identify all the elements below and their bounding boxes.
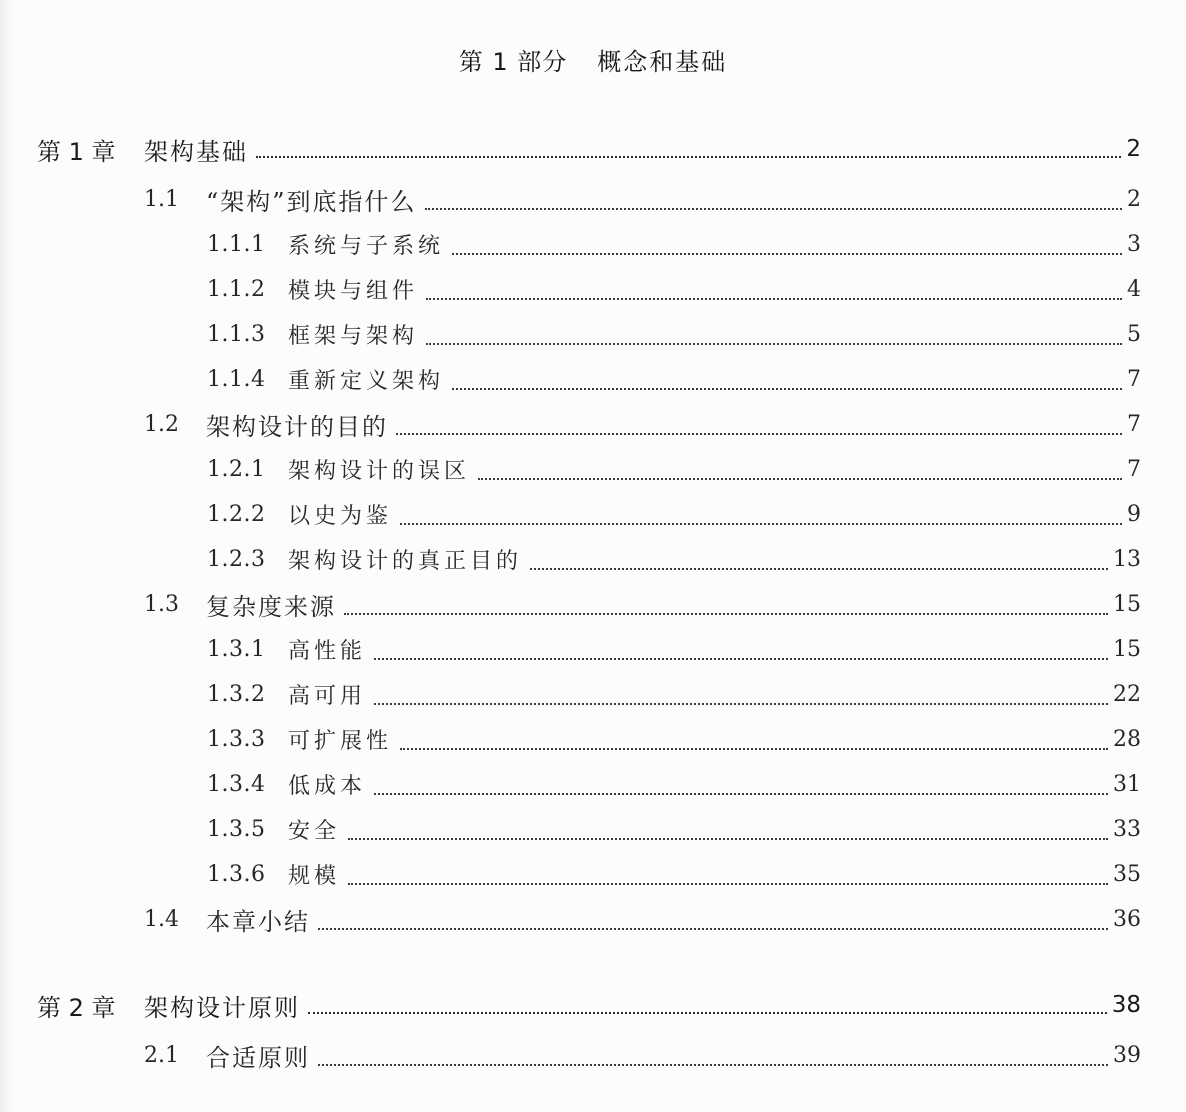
page-number: 7 <box>1127 412 1141 437</box>
toc-subsection-1-3-5 <box>0 807 1186 852</box>
subsection-number: 1.2.1 <box>207 457 266 482</box>
subsection-number: 1.2.3 <box>207 547 266 572</box>
part-title <box>0 44 1186 80</box>
subsection-title: 重新定义架构 <box>288 369 445 394</box>
dot-leader <box>396 433 1122 435</box>
toc-subsection-1-1-3 <box>0 312 1186 357</box>
section-title: “架构”到底指什么 <box>206 188 417 216</box>
dot-leader <box>318 1064 1108 1066</box>
page-number: 15 <box>1113 592 1141 617</box>
dot-leader <box>452 388 1122 390</box>
page-number: 3 <box>1127 232 1141 257</box>
subsection-number: 1.3.3 <box>207 727 266 752</box>
page-number: 7 <box>1127 367 1141 392</box>
subsection-number: 1.1.2 <box>207 277 266 302</box>
subsection-title: 低成本 <box>288 774 367 799</box>
section-title: 合适原则 <box>206 1044 310 1072</box>
section-number: 1.3 <box>144 592 179 617</box>
toc-subsection-1-2-1 <box>0 447 1186 492</box>
page-number: 15 <box>1113 637 1141 662</box>
toc-chapter-2 <box>0 977 1186 1033</box>
section-number: 1.1 <box>144 187 179 212</box>
subsection-number: 1.3.6 <box>207 862 266 887</box>
chapter-label: 第 1 章 <box>37 137 116 166</box>
toc-subsection-1-3-3 <box>0 717 1186 762</box>
toc-subsection-1-3-2 <box>0 672 1186 717</box>
page-number: 35 <box>1113 862 1141 887</box>
page-number: 2 <box>1126 136 1141 162</box>
dot-leader <box>318 928 1108 930</box>
page-number: 7 <box>1127 457 1141 482</box>
subsection-title: 架构设计的误区 <box>288 459 471 484</box>
subsection-number: 1.2.2 <box>207 502 266 527</box>
dot-leader <box>400 748 1108 750</box>
section-number: 2.1 <box>144 1043 179 1068</box>
section-title: 架构设计的目的 <box>206 413 388 441</box>
toc-section-2-1 <box>0 1033 1186 1078</box>
dot-leader <box>426 298 1122 300</box>
dot-leader <box>374 793 1108 795</box>
dot-leader <box>374 703 1108 705</box>
toc-subsection-1-1-2 <box>0 267 1186 312</box>
subsection-number: 1.1.3 <box>207 322 266 347</box>
toc-section-1-2 <box>0 402 1186 447</box>
subsection-number: 1.1.4 <box>207 367 266 392</box>
section-title: 复杂度来源 <box>206 593 336 621</box>
page-number: 9 <box>1127 502 1141 527</box>
page-number: 28 <box>1113 727 1141 752</box>
toc-chapter-1 <box>0 121 1186 177</box>
page-number: 33 <box>1113 817 1141 842</box>
subsection-title: 模块与组件 <box>288 279 419 304</box>
subsection-title: 可扩展性 <box>288 729 393 754</box>
subsection-title: 架构设计的真正目的 <box>288 549 523 574</box>
table-of-contents <box>0 121 1186 1078</box>
dot-leader <box>308 1012 1107 1014</box>
chapter-label: 第 2 章 <box>37 993 116 1022</box>
dot-leader <box>256 156 1121 158</box>
page-number: 13 <box>1113 547 1141 572</box>
subsection-title: 框架与架构 <box>288 324 419 349</box>
toc-section-1-4 <box>0 897 1186 942</box>
dot-leader <box>348 883 1108 885</box>
page-number: 31 <box>1113 772 1141 797</box>
section-number: 1.2 <box>144 412 179 437</box>
subsection-title: 高可用 <box>288 684 367 709</box>
subsection-number: 1.3.1 <box>207 637 266 662</box>
chapter-title: 架构基础 <box>144 137 248 166</box>
dot-leader <box>348 838 1108 840</box>
dot-leader <box>452 253 1122 255</box>
page-number: 4 <box>1127 277 1141 302</box>
toc-subsection-1-3-4 <box>0 762 1186 807</box>
toc-subsection-1-1-1 <box>0 222 1186 267</box>
subsection-number: 1.3.2 <box>207 682 266 707</box>
part-label: 第 1 部分 <box>458 48 568 76</box>
subsection-title: 规模 <box>288 864 341 889</box>
toc-section-1-3 <box>0 582 1186 627</box>
page-number: 38 <box>1111 992 1141 1018</box>
subsection-number: 1.3.4 <box>207 772 266 797</box>
toc-section-1-1 <box>0 177 1186 222</box>
dot-leader <box>425 208 1122 210</box>
section-title: 本章小结 <box>206 908 310 936</box>
subsection-title: 高性能 <box>288 639 367 664</box>
dot-leader <box>426 343 1122 345</box>
dot-leader <box>374 658 1108 660</box>
subsection-title: 以史为鉴 <box>288 504 393 529</box>
toc-subsection-1-2-2 <box>0 492 1186 537</box>
toc-subsection-1-1-4 <box>0 357 1186 402</box>
page-number: 5 <box>1127 322 1141 347</box>
page-number: 36 <box>1113 907 1141 932</box>
subsection-title: 系统与子系统 <box>288 234 445 259</box>
toc-subsection-1-3-6 <box>0 852 1186 897</box>
subsection-title: 安全 <box>288 819 341 844</box>
section-number: 1.4 <box>144 907 179 932</box>
toc-subsection-1-3-1 <box>0 627 1186 672</box>
dot-leader <box>400 523 1122 525</box>
page-number: 39 <box>1113 1043 1141 1068</box>
subsection-number: 1.1.1 <box>207 232 266 257</box>
subsection-number: 1.3.5 <box>207 817 266 842</box>
page-number: 22 <box>1113 682 1141 707</box>
toc-subsection-1-2-3 <box>0 537 1186 582</box>
dot-leader <box>478 478 1122 480</box>
part-name: 概念和基础 <box>597 48 728 76</box>
dot-leader <box>344 613 1108 615</box>
dot-leader <box>530 568 1108 570</box>
page-number: 2 <box>1127 187 1141 212</box>
chapter-title: 架构设计原则 <box>144 993 300 1022</box>
